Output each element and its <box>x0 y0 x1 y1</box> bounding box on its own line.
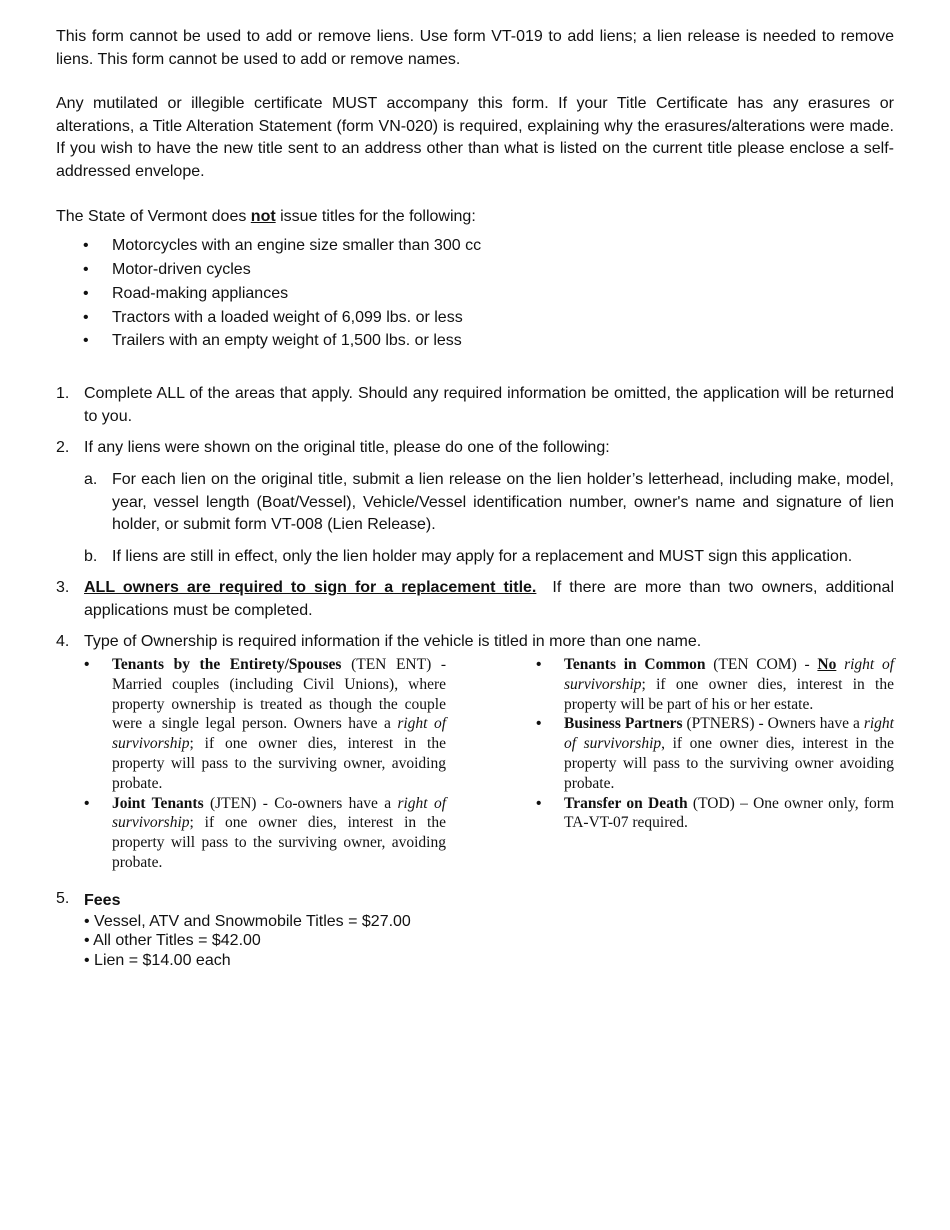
list-item: • Tractors with a loaded weight of 6,099 lbs. or less <box>56 306 894 330</box>
step-number: 4. <box>56 633 70 651</box>
step-number: 5. <box>56 889 70 907</box>
ownership-ros: right of survivorship <box>112 794 447 832</box>
ownership-ros: right of survivorship <box>564 715 894 753</box>
fee-line: • Vessel, ATV and Snowmobile Titles = $27.00 <box>84 912 411 930</box>
lien-option-b <box>84 546 894 569</box>
step-number: 3. <box>56 579 70 597</box>
fee-line: • All other Titles = $42.00 <box>84 932 261 950</box>
ownership-column-left <box>84 655 446 873</box>
ownership-transfer-on-death <box>536 794 894 834</box>
option-label: b. <box>84 547 98 565</box>
step-number: 2. <box>56 439 70 457</box>
ownership-desc: (JTEN) - Co-owners have a <box>209 794 392 812</box>
ownership-list-right <box>536 655 894 833</box>
list-item: • Motorcycles with an engine size smaller than 300 cc <box>56 234 894 258</box>
ownership-desc-rest: ; if one owner dies, interest in the property will be part of his or her estate. <box>564 675 894 713</box>
instruction-steps <box>56 383 894 873</box>
ownership-column-right <box>536 655 894 873</box>
option-text: If liens are still in effect, only the lien holder may apply for a replacement and MUST sign this application. <box>112 547 853 565</box>
step-text: Type of Ownership is required information if the vehicle is titled in more than one name. <box>84 633 702 651</box>
step-text: If any liens were shown on the original title, please do one of the following: <box>84 439 610 457</box>
no-title-not: not <box>250 207 276 225</box>
step-3-emphasis: ALL owners are required to sign for a replacement title. <box>84 579 537 597</box>
ownership-desc: (TOD) – One owner only, form TA-VT-07 required. <box>564 794 895 832</box>
ownership-title: Transfer on Death <box>564 794 688 812</box>
ownership-title: Joint Tenants <box>112 794 204 812</box>
no-title-intro <box>56 206 894 229</box>
ownership-desc: (TEN COM) - <box>713 656 810 674</box>
ownership-desc: (TEN ENT) - Married couples (including Civil Unions), where property ownership is treated as though the couple were a single legal person. Owners have a <box>112 656 446 733</box>
lien-options <box>84 469 894 568</box>
list-item: • Trailers with an empty weight of 1,500 lbs. or less <box>56 329 894 353</box>
step-2 <box>56 437 894 568</box>
ownership-columns <box>84 655 894 873</box>
list-item: • Road-making appliances <box>56 282 894 306</box>
ownership-tenants-common <box>536 655 894 714</box>
ownership-title: Tenants by the Entirety/Spouses <box>112 656 342 674</box>
ownership-desc-rest: ; if one owner dies, interest in the property will pass to the surviving owner, avoiding probate. <box>112 814 446 872</box>
ownership-ros: right of survivorship <box>564 656 895 693</box>
ownership-list-left <box>84 655 446 873</box>
ownership-desc-rest: , if one owner dies, interest in the property will pass to the surviving owner avoiding probate. <box>564 735 894 792</box>
fees-title: Fees <box>84 891 121 909</box>
ownership-desc-rest: ; if one owner dies, interest in the property will pass to the surviving owner, avoiding probate. <box>112 735 446 792</box>
ownership-business-partners <box>536 714 894 793</box>
option-text: For each lien on the original title, submit a lien release on the lien holder’s letterhead, including make, model, year, vessel length (Boat/Vessel), Vehicle/Vessel identification number, owner's name and signature of lien holder, or submit form VT-008 (Lien Release). <box>112 470 894 534</box>
option-label: a. <box>84 470 98 488</box>
ownership-desc: (PTNERS) - Owners have a <box>686 715 860 733</box>
step-number: 1. <box>56 385 70 403</box>
no-title-intro-after: issue titles for the following: <box>280 207 476 225</box>
lien-notice-paragraph: This form cannot be used to add or remove liens. Use form VT-019 to add liens; a lien release is needed to remove liens. This form cannot be used to add or remove names. <box>56 28 894 68</box>
no-title-list <box>56 234 894 353</box>
fees-section <box>56 890 894 971</box>
step-1 <box>56 383 894 428</box>
ownership-ros: right of survivorship <box>112 715 446 753</box>
no-title-intro-before: The State of Vermont does <box>56 207 247 225</box>
mutilated-certificate-paragraph: Any mutilated or illegible certificate MUST accompany this form. If your Title Certificate has any erasures or alterations, a Title Alteration Statement (form VN-020) is required, explaining why the erasures/alterations were made. If you wish to have the new title sent to an address other than what is listed on the current title please enclose a self-addressed envelope. <box>56 95 894 180</box>
step-3 <box>56 577 894 622</box>
ownership-title: Business Partners <box>564 715 683 733</box>
ownership-no: No <box>817 656 837 674</box>
list-item: • Motor-driven cycles <box>56 258 894 282</box>
ownership-tenants-entirety <box>84 655 446 794</box>
fee-line: • Lien = $14.00 each <box>84 952 231 970</box>
document-page <box>56 26 894 971</box>
ownership-joint-tenants <box>84 794 446 873</box>
step-text: Complete ALL of the areas that apply. Should any required information be omitted, the application will be returned to you. <box>84 385 894 425</box>
ownership-title: Tenants in Common <box>564 656 706 674</box>
lien-option-a <box>84 469 894 537</box>
step-text: If there are more than two owners, additional applications must be completed. <box>84 579 895 619</box>
step-4 <box>56 631 894 872</box>
